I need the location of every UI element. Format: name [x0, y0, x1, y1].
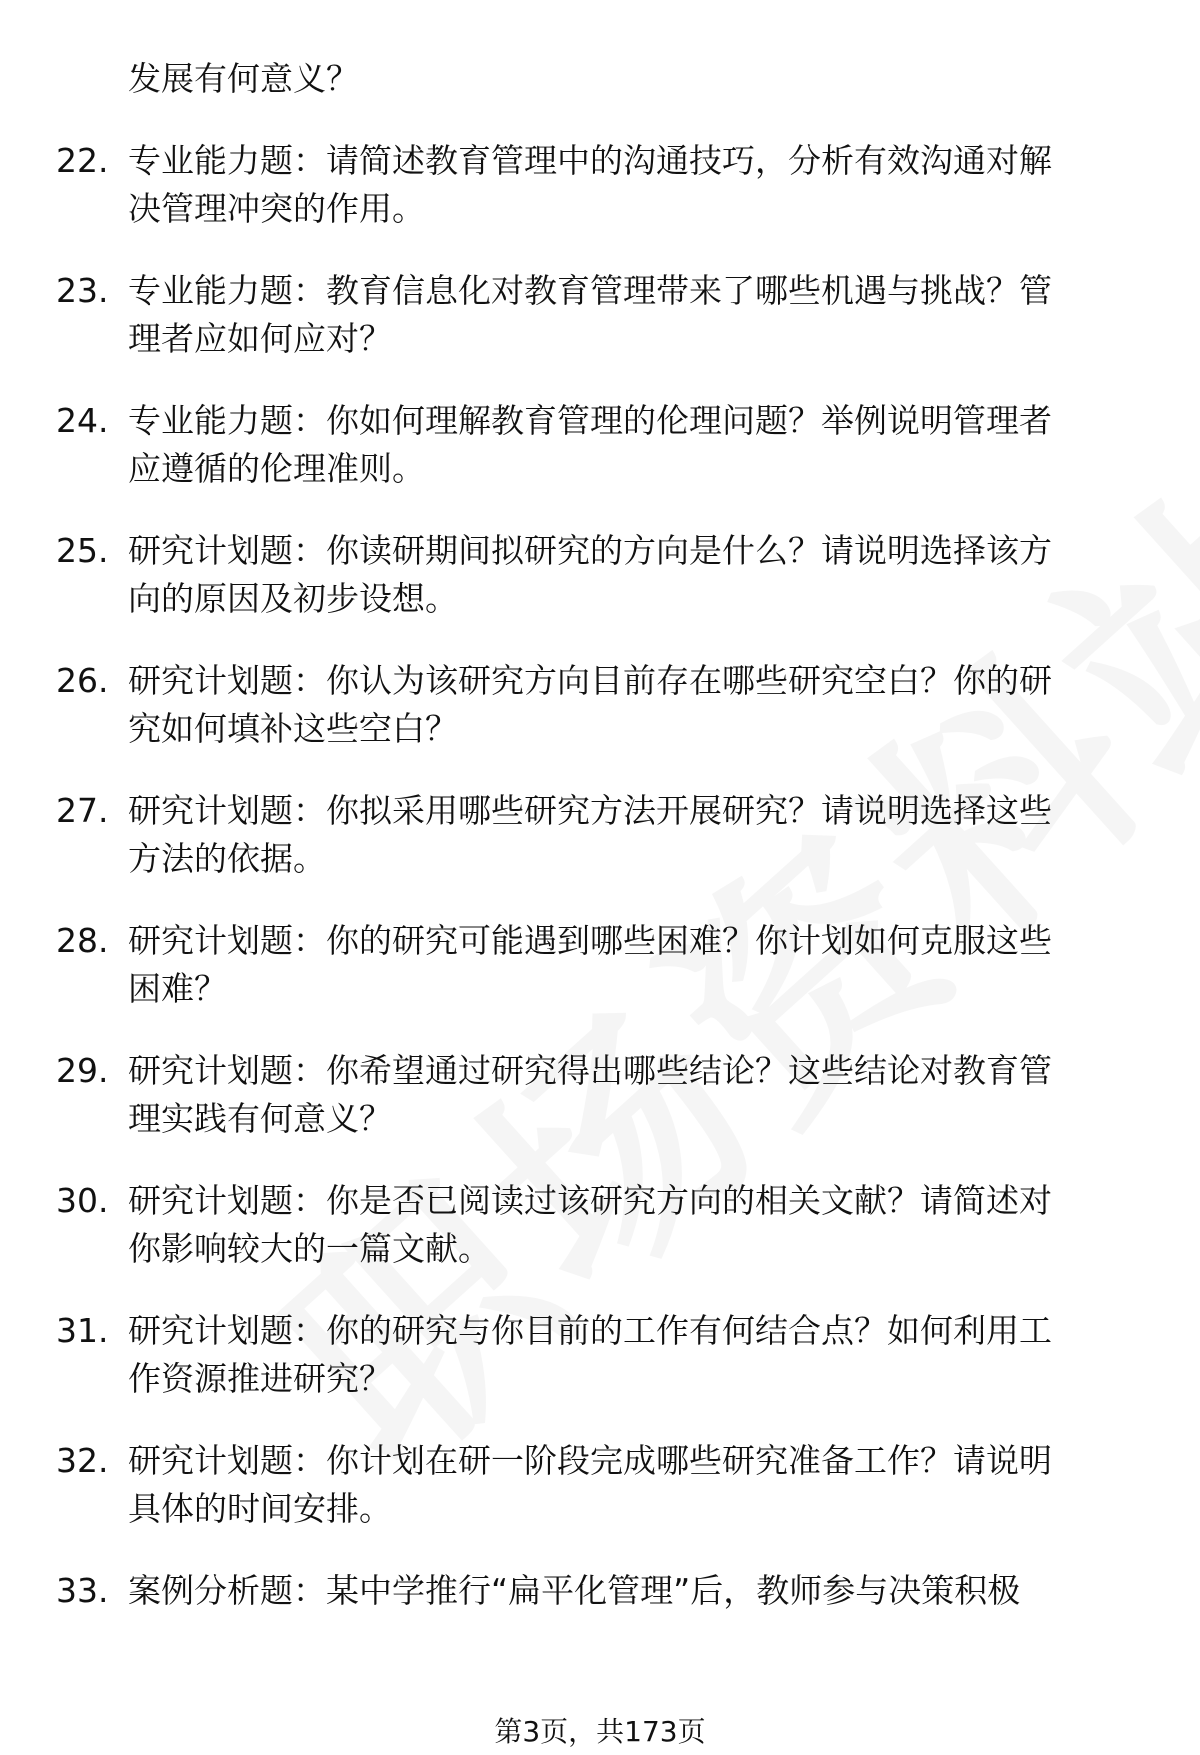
- question-text-line: 专业能力题：教育信息化对教育管理带来了哪些机遇与挑战？管: [128, 271, 1052, 310]
- question-number: 29.: [56, 1051, 109, 1090]
- question-text-line: 研究计划题：你的研究可能遇到哪些困难？你计划如何克服这些: [128, 921, 1052, 960]
- question-number: 26.: [56, 661, 109, 700]
- question-number: 27.: [56, 791, 109, 830]
- question-text-line: 理实践有何意义？: [128, 1099, 392, 1138]
- question-text-line: 研究计划题：你是否已阅读过该研究方向的相关文献？请简述对: [128, 1181, 1052, 1220]
- question-number: 25.: [56, 531, 109, 570]
- question-text-line: 究如何填补这些空白？: [128, 709, 458, 748]
- question-number: 31.: [56, 1311, 109, 1350]
- question-text-line: 困难？: [128, 969, 227, 1008]
- question-text-line: 决管理冲突的作用。: [128, 189, 425, 228]
- question-number: 28.: [56, 921, 109, 960]
- question-text-line: 方法的依据。: [128, 839, 326, 878]
- question-text-line: 专业能力题：请简述教育管理中的沟通技巧，分析有效沟通对解: [128, 141, 1052, 180]
- question-text-line: 你影响较大的一篇文献。: [128, 1229, 491, 1268]
- question-text-line: 具体的时间安排。: [128, 1489, 392, 1528]
- question-text-line: 研究计划题：你计划在研一阶段完成哪些研究准备工作？请说明: [128, 1441, 1052, 1480]
- page-footer: 第3页，共173页: [494, 1715, 706, 1748]
- question-number: 33.: [56, 1571, 109, 1610]
- question-number: 23.: [56, 271, 109, 310]
- question-text-line: 研究计划题：你拟采用哪些研究方法开展研究？请说明选择这些: [128, 791, 1052, 830]
- question-number: 22.: [56, 141, 109, 180]
- question-text-line: 案例分析题：某中学推行“扁平化管理”后，教师参与决策积极: [128, 1571, 1021, 1610]
- question-number: 30.: [56, 1181, 109, 1220]
- question-number: 24.: [56, 401, 109, 440]
- question-text-line: 专业能力题：你如何理解教育管理的伦理问题？举例说明管理者: [128, 401, 1052, 440]
- question-text-line: 研究计划题：你读研期间拟研究的方向是什么？请说明选择该方: [128, 531, 1052, 570]
- question-text-line: 发展有何意义？: [128, 59, 359, 98]
- question-text-line: 向的原因及初步设想。: [128, 579, 458, 618]
- question-text-line: 研究计划题：你希望通过研究得出哪些结论？这些结论对教育管: [128, 1051, 1052, 1090]
- question-text-line: 研究计划题：你的研究与你目前的工作有何结合点？如何利用工: [128, 1311, 1052, 1350]
- question-text-line: 研究计划题：你认为该研究方向目前存在哪些研究空白？你的研: [128, 661, 1052, 700]
- question-text-line: 理者应如何应对？: [128, 319, 392, 358]
- question-text-line: 作资源推进研究？: [128, 1359, 392, 1398]
- question-text-line: 应遵循的伦理准则。: [128, 449, 425, 488]
- question-number: 32.: [56, 1441, 109, 1480]
